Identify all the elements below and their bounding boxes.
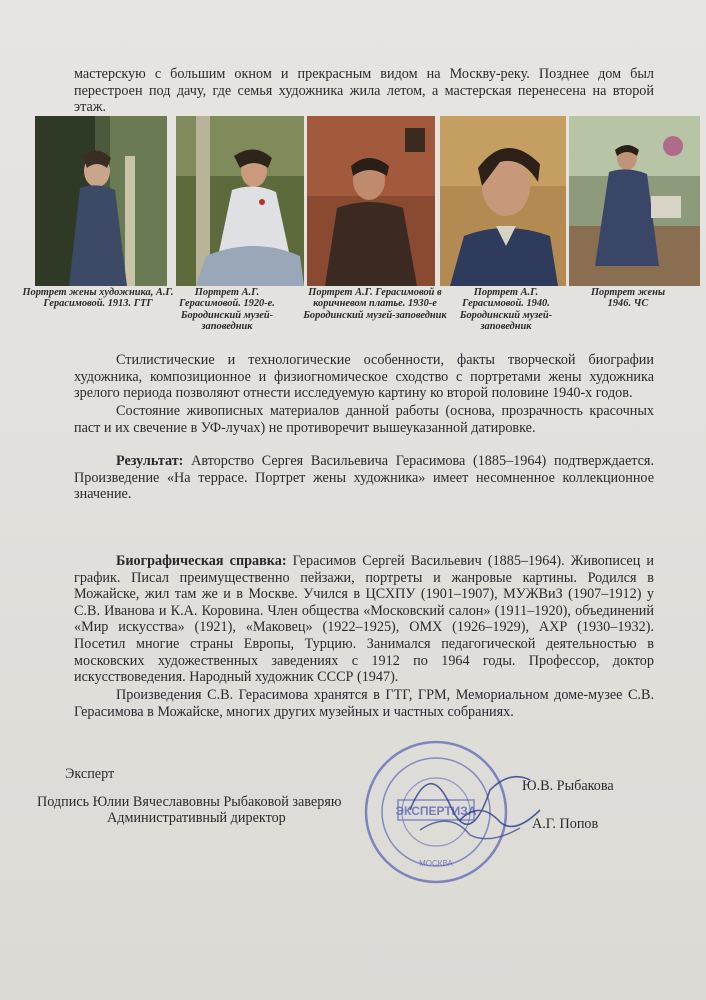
certification-line: Подпись Юлии Вячеславовны Рыбаковой заверяю [37, 794, 342, 810]
svg-text:ЭКСПЕРТИЗА: ЭКСПЕРТИЗА [395, 804, 477, 818]
caption-4: Портрет А.Г. Герасимовой. 1940. Бородинский музей-заповедник [459, 287, 553, 333]
bio-text: Герасимов Сергей Васильевич (1885–1964). Живописец и график. Писал преимущественно пейзажи, портреты и жанровые картины. Родился в Можайске, жил там же и в Москве. Учился в ЦСХПУ (1901–1907), МУЖВиЗ (1907–1912) у С.В. Иванова и К.А. Коровина. Член общества «Московский салон» (1911–1920), объединений «Мир искусства» (1921), «Маковец» (1922–1925), ОМХ (1926–1929), АХР (1930–1932). Посетил многие страны Европы, Турцию. Занимался педагогической деятельностью в московских художественных заведениях с 1912 по 1964 годы. Профессор, доктор искусствоведения. Народный художник СССР (1947). [74, 553, 654, 686]
portrait-thumbnails [35, 116, 700, 286]
portrait-image-2 [176, 116, 304, 286]
intro-paragraph: мастерскую с большим окном и прекрасным видом на Москву-реку. Позднее дом был перестроен под дачу, где семья художника жила летом, а мастерская перенесена на второй этаж. [74, 66, 654, 116]
caption-3: Портрет А.Г. Герасимовой в коричневом платье. 1930-е Бородинский музей-заповедник [303, 287, 447, 321]
result-label: Результат: [116, 453, 184, 469]
svg-text:МОСКВА: МОСКВА [419, 859, 453, 868]
materials-paragraph: Состояние живописных материалов данной работы (основа, прозрачность красочных паст и их свечение в УФ-лучах) не противоречит вышеуказанной датировке. [74, 403, 654, 436]
result-text: Авторство Сергея Васильевича Герасимова (1885–1964) подтверждается. Произведение «На террасе. Портрет жены художника» имеет несомненное коллекционное значение. [74, 453, 655, 503]
portrait-image-1 [35, 116, 167, 286]
handwritten-signature [400, 750, 550, 850]
collections-paragraph: Произведения С.В. Герасимова хранятся в ГТГ, ГРМ, Мемориальном доме-музее С.В. Герасимова в Можайске, многих других музейных и частных собраниях. [74, 687, 654, 720]
caption-1: Портрет жены художника, А.Г. Герасимовой. 1913. ГТГ [22, 287, 174, 310]
portrait-image-3 [307, 116, 435, 286]
expert-label: Эксперт [65, 766, 115, 782]
director-label: Административный директор [107, 810, 286, 826]
director-name: А.Г. Попов [532, 816, 599, 832]
caption-2: Портрет А.Г. Герасимовой. 1920-е. Бородинский музей-заповедник [179, 287, 275, 333]
caption-5: Портрет жены 1946. ЧС [590, 287, 666, 310]
bio-label: Биографическая справка: [116, 553, 287, 569]
expert-name: Ю.В. Рыбакова [522, 778, 614, 794]
portrait-image-5 [569, 116, 700, 286]
result-paragraph [74, 453, 654, 503]
analysis-paragraph: Стилистические и технологические особенности, факты творческой биографии художника, композиционное и физиогномическое сходство с портретами жены художника зрелого периода позволяют отнести исследуемую картину ко второй половине 1940-х годов. [74, 352, 654, 402]
portrait-image-4 [440, 116, 566, 286]
bio-paragraph [74, 553, 654, 686]
